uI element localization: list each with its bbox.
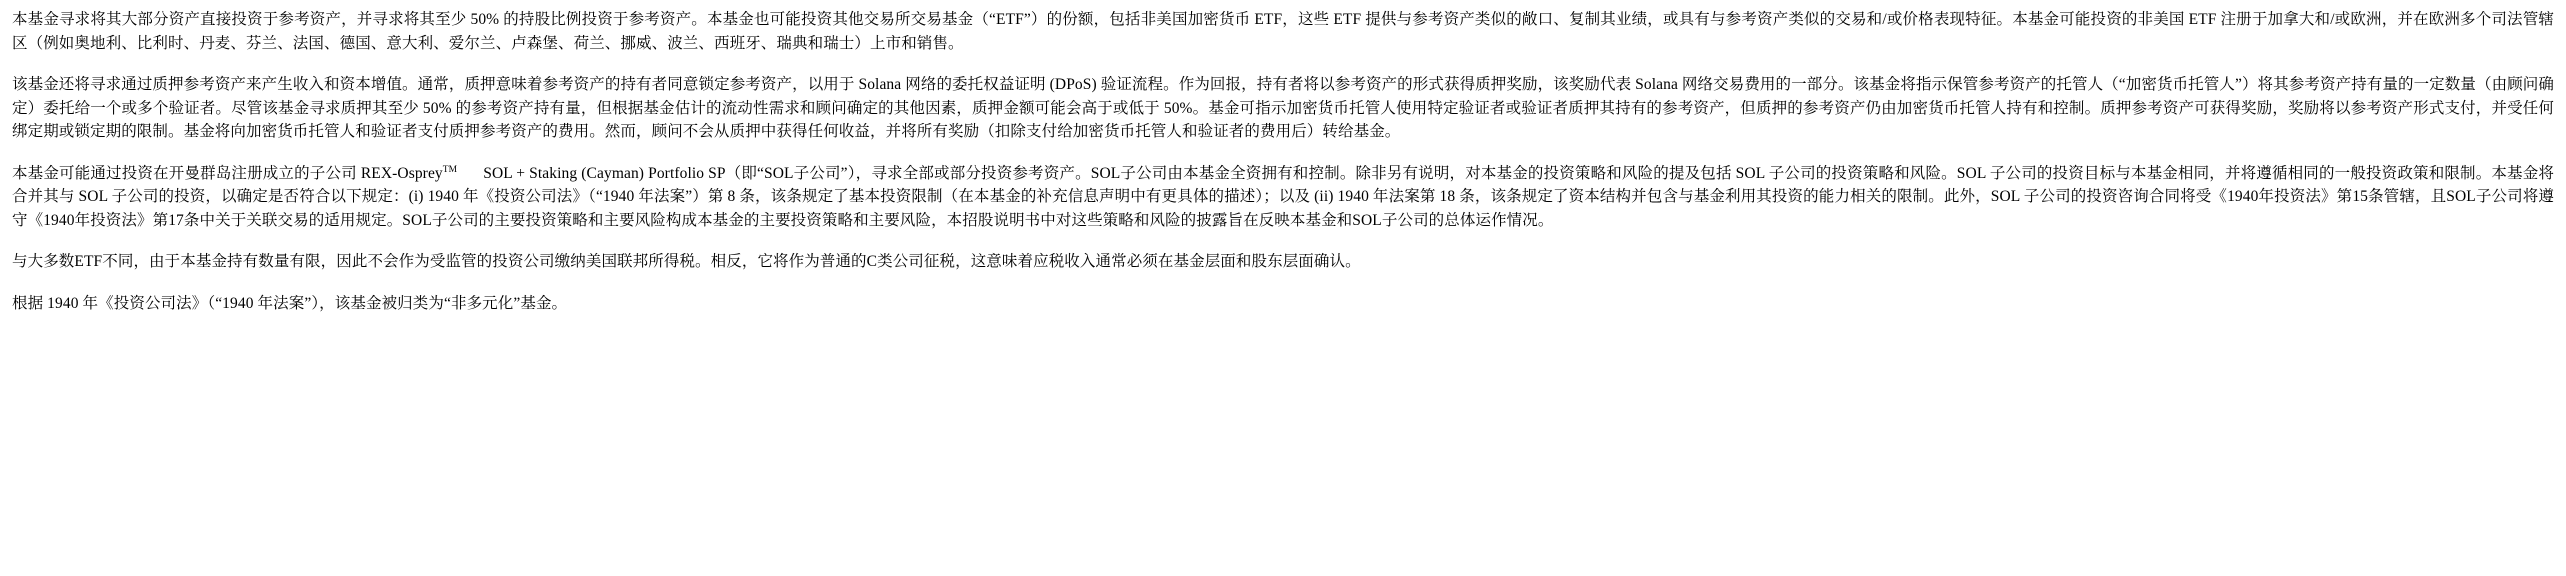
- paragraph-subsidiary-prefix: 本基金可能通过投资在开曼群岛注册成立的子公司 REX-Osprey: [12, 164, 443, 182]
- paragraph-fund-strategy: 本基金寻求将其大部分资产直接投资于参考资产，并寻求将其至少 50% 的持股比例投资于参考资产。本基金也可能投资其他交易所交易基金（“ETF”）的份额，包括非美国加密货币 ETF，这些 ETF 提供与参考资产类似的敞口、复制其业绩，或具有与参考资产类似的交易和/或价格表现特征。本基金可能投资的非美国 ETF 注册于加拿大和/或欧洲，并在欧洲多个司法管辖区（例如奥地利、比利时、丹麦、芬兰、法国、德国、意大利、爱尔兰、卢森堡、荷兰、挪威、波兰、西班牙、瑞典和瑞士）上市和销售。: [12, 11, 2554, 52]
- paragraph-subsidiary-suffix: SOL + Staking (Cayman) Portfolio SP（即“SOL子公司”），寻求全部或部分投资参考资产。SOL子公司由本基金全资拥有和控制。除非另有说明，对本基金的投资策略和风险的提及包括 SOL 子公司的投资策略和风险。SOL 子公司的投资目标与本基金相同，并将遵循相同的一般投资政策和限制。本基金将合并其与 SOL 子公司的投资，以确定是否符合以下规定：(i) 1940 年《投资公司法》（“1940 年法案”）第 8 条，该条规定了基本投资限制（在本基金的补充信息声明中有更具体的描述）；以及 (ii) 1940 年法案第 18 条，该条规定了资本结构并包含与基金利用其投资的能力相关的限制。此外，SOL 子公司的投资咨询合同将受《1940年投资法》第15条管辖，且SOL子公司将遵守《1940年投资法》第17条中关于关联交易的适用规定。SOL子公司的主要投资策略和主要风险构成本基金的主要投资策略和主要风险，本招股说明书中对这些策略和风险的披露旨在反映本基金和SOL子公司的总体运作情况。: [12, 164, 2554, 229]
- trademark-superscript: TM: [442, 164, 458, 175]
- paragraph-subsidiary: [12, 162, 2554, 233]
- paragraph-staking: 该基金还将寻求通过质押参考资产来产生收入和资本增值。通常，质押意味着参考资产的持有者同意锁定参考资产，以用于 Solana 网络的委托权益证明 (DPoS) 验证流程。作为回报，持有者将以参考资产的形式获得质押奖励，该奖励代表 Solana 网络交易费用的一部分。该基金将指示保管参考资产的托管人（“加密货币托管人”）将其参考资产持有量的一定数量（由顾问确定）委托给一个或多个验证者。尽管该基金寻求质押其至少 50% 的参考资产持有量，但根据基金估计的流动性需求和顾问确定的其他因素，质押金额可能会高于或低于 50%。基金可指示加密货币托管人使用特定验证者或验证者质押其持有的参考资产，但质押的参考资产仍由加密货币托管人持有和控制。质押参考资产可获得奖励，奖励将以参考资产形式支付，并受任何绑定期或锁定期的限制。基金将向加密货币托管人和验证者支付质押参考资产的费用。然而，顾问不会从质押中获得任何收益，并将所有奖励（扣除支付给加密货币托管人和验证者的费用后）转给基金。: [12, 76, 2554, 141]
- paragraph-non-diversified: 根据 1940 年《投资公司法》（“1940 年法案”），该基金被归类为“非多元化”基金。: [12, 294, 568, 312]
- paragraph-taxation: 与大多数ETF不同，由于本基金持有数量有限，因此不会作为受监管的投资公司缴纳美国联邦所得税。相反，它将作为普通的C类公司征税，这意味着应税收入通常必须在基金层面和股东层面确认。: [12, 253, 1361, 271]
